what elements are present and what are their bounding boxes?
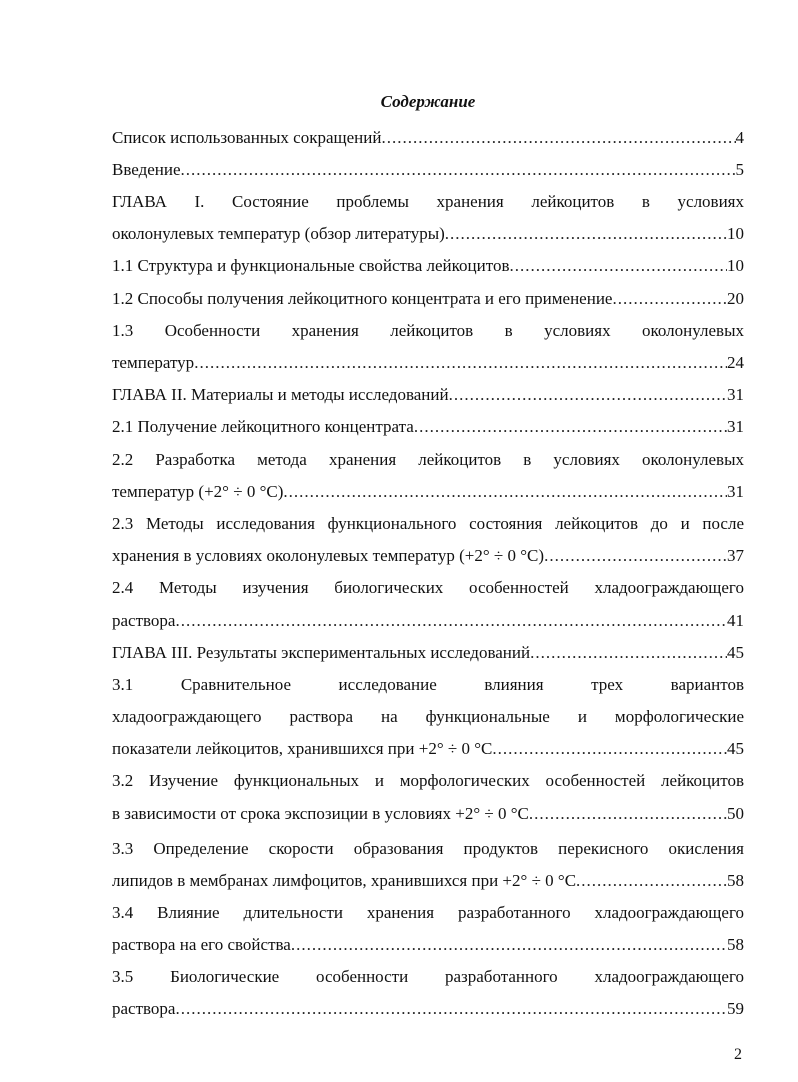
toc-entry-page: 20 [727,289,744,308]
toc-leader-dots [175,607,727,635]
toc-section-3-4-line: 3.4 Влияние длительности хранения разработанного хладоограждающего [112,903,744,922]
toc-entry-text: показатели лейкоцитов, хранившихся при +2° ÷ 0 °С [112,739,493,758]
toc-entry-text: околонулевых температур (обзор литературы) [112,224,445,243]
toc-entry-3-3 [112,867,744,895]
toc-section-3-1-line-1: 3.1 Сравнительное исследование влияния трех вариантов [112,675,744,694]
toc-entry-abbreviations [112,124,744,152]
toc-entry-text: 1.2 Способы получения лейкоцитного концентрата и его применение [112,289,613,308]
toc-leader-dots [181,156,736,184]
toc-entry-text: температур (+2° ÷ 0 °С) [112,482,284,501]
toc-entry-text: 1.1 Структура и функциональные свойства лейкоцитов [112,256,510,275]
toc-entry-3-5 [112,995,744,1023]
toc-entry-text: раствора [112,999,176,1018]
toc-section-2-2-line: 2.2 Разработка метода хранения лейкоцитов в условиях околонулевых [112,450,744,469]
toc-entry-text: температур [112,353,195,372]
toc-entry-3-1 [112,735,744,763]
toc-entry-text: раствора [112,611,176,630]
toc-entry-text: хранения в условиях околонулевых температур (+2° ÷ 0 °С) [112,546,545,565]
toc-entry-chapter-1 [112,220,744,248]
toc-entry-page: 58 [727,871,744,890]
toc-entry-text: ГЛАВА II. Материалы и методы исследований [112,385,449,404]
toc-section-2-3-line: 2.3 Методы исследования функционального состояния лейкоцитов до и после [112,514,744,533]
toc-entry-3-2 [112,800,744,828]
toc-entry-chapter-3 [112,639,744,667]
toc-section-3-3-line: 3.3 Определение скорости образования продуктов перекисного окисления [112,839,744,858]
toc-section-2-4-line: 2.4 Методы изучения биологических особенностей хладоограждающего [112,578,744,597]
toc-entry-text: в зависимости от срока экспозиции в условиях +2° ÷ 0 °С [112,804,529,823]
toc-leader-dots [381,124,735,152]
toc-entry-page: 31 [727,482,744,501]
toc-entry-text: раствора на его свойства [112,935,291,954]
toc-entry-page: 58 [727,935,744,954]
toc-leader-dots [445,220,727,248]
toc-leader-dots [175,995,727,1023]
page-number: 2 [734,1046,742,1063]
toc-section-3-2-line: 3.2 Изучение функциональных и морфологических особенностей лейкоцитов [112,771,744,790]
toc-entry-text: 2.1 Получение лейкоцитного концентрата [112,417,414,436]
toc-entry-chapter-2 [112,381,744,409]
toc-entry-text: Список использованных сокращений [112,128,382,147]
toc-entry-2-3 [112,542,744,570]
toc-leader-dots [509,252,727,280]
toc-entry-page: 50 [727,804,744,823]
toc-entry-page: 41 [727,611,744,630]
toc-leader-dots [492,735,727,763]
toc-entry-3-4 [112,931,744,959]
toc-chapter-1-line: ГЛАВА I. Состояние проблемы хранения лейкоцитов в условиях [112,192,744,211]
toc-leader-dots [449,381,727,409]
toc-entry-page: 45 [727,643,744,662]
toc-leader-dots [291,931,727,959]
toc-entry-introduction [112,156,744,184]
toc-section-3-1-line-2: хладоограждающего раствора на функциональные и морфологические [112,707,744,726]
toc-entry-page: 37 [727,546,744,565]
toc-entry-page: 4 [735,128,744,147]
toc-entry-page: 10 [727,256,744,275]
toc-entry-text: Введение [112,160,181,179]
toc-entry-1-2 [112,285,744,313]
toc-section-3-5-line: 3.5 Биологические особенности разработанного хладоограждающего [112,967,744,986]
toc-entry-page: 24 [727,353,744,372]
toc-leader-dots [612,285,727,313]
toc-entry-page: 59 [727,999,744,1018]
toc-entry-2-4 [112,607,744,635]
toc-leader-dots [576,867,727,895]
toc-leader-dots [529,800,727,828]
toc-entry-text: липидов в мембранах лимфоцитов, хранившихся при +2° ÷ 0 °С [112,871,577,890]
toc-leader-dots [414,413,727,441]
toc-leader-dots [194,349,727,377]
toc-entry-1-3 [112,349,744,377]
toc-entry-2-1 [112,413,744,441]
toc-entry-page: 31 [727,385,744,404]
toc-leader-dots [283,478,727,506]
toc-entry-text: ГЛАВА III. Результаты экспериментальных исследований [112,643,531,662]
toc-section-1-3-line: 1.3 Особенности хранения лейкоцитов в условиях околонулевых [112,321,744,340]
page-title: Содержание [380,92,476,111]
toc-leader-dots [530,639,727,667]
toc-entry-page: 5 [735,160,744,179]
toc-leader-dots [544,542,727,570]
toc-entry-page: 31 [727,417,744,436]
toc-entry-1-1 [112,252,744,280]
toc-entry-page: 45 [727,739,744,758]
toc-entry-page: 10 [727,224,744,243]
toc-entry-2-2 [112,478,744,506]
